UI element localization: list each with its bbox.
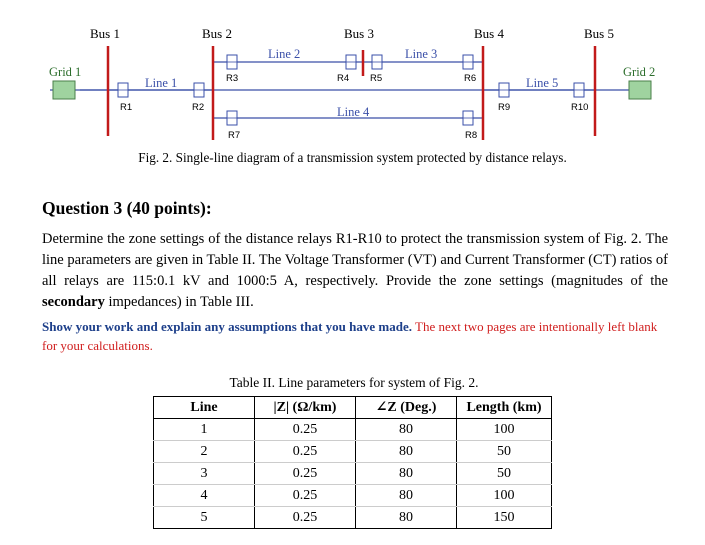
cell-length: 100 <box>457 485 552 507</box>
relay-r8-label: R8 <box>465 130 478 141</box>
line-5-label: Line 5 <box>526 76 559 90</box>
relay-r5-label: R5 <box>370 73 383 84</box>
question-body-part-1: Determine the zone settings of the distance relays R1-R10 to protect the transmission system of Fig. 2. The line parameters are given in Table II. The Voltage Transformer (VT) and Current Transformer (CT) ratios of all relays are 115:0.1 kV and 1000:5 A, respectively. Provide the zone settings (magnitudes of the <box>42 231 668 289</box>
relay-r7-label: R7 <box>228 130 241 141</box>
cell-impedance: 0.25 <box>255 485 356 507</box>
table-row <box>154 463 552 485</box>
relay-r1-label: R1 <box>120 102 133 113</box>
figure-caption: Fig. 2. Single-line diagram of a transmission system protected by distance relays. <box>138 150 567 165</box>
bus-5-label: Bus 5 <box>584 26 614 41</box>
cell-length: 50 <box>457 463 552 485</box>
cell-line: 2 <box>154 441 255 463</box>
cell-length: 100 <box>457 419 552 441</box>
table-caption: Table II. Line parameters for system of Fig. 2. <box>229 375 479 390</box>
cell-impedance: 0.25 <box>255 419 356 441</box>
single-line-diagram <box>0 0 705 150</box>
cell-line: 1 <box>154 419 255 441</box>
question-title: Question 3 (40 points): <box>42 198 212 218</box>
grid-1-icon <box>53 81 75 99</box>
cell-angle: 80 <box>356 485 457 507</box>
bus-4-label: Bus 4 <box>474 26 504 41</box>
note-red: The next two pages are intentionally left blank for your calculations. <box>42 319 658 353</box>
header-angle: ∠Z (Deg.) <box>356 397 457 419</box>
cell-angle: 80 <box>356 507 457 529</box>
grid-1-label: Grid 1 <box>49 65 82 79</box>
question-body <box>42 229 668 313</box>
cell-impedance: 0.25 <box>255 463 356 485</box>
relay-r9-label: R9 <box>498 102 511 113</box>
note-bold: Show your work and explain any assumptions that you have made. <box>42 319 412 334</box>
question-body-bold: secondary <box>42 294 105 310</box>
cell-impedance: 0.25 <box>255 441 356 463</box>
grid-2-icon <box>629 81 651 99</box>
cell-angle: 80 <box>356 463 457 485</box>
cell-angle: 80 <box>356 419 457 441</box>
bus-3-label: Bus 3 <box>344 26 374 41</box>
line-3-label: Line 3 <box>405 47 438 61</box>
table-header-row <box>154 397 552 419</box>
relay-r2-label: R2 <box>192 102 205 113</box>
line-parameters-table <box>153 396 552 529</box>
cell-line: 4 <box>154 485 255 507</box>
header-impedance: |Z| (Ω/km) <box>255 397 356 419</box>
question-note <box>42 317 672 355</box>
table-row <box>154 419 552 441</box>
cell-impedance: 0.25 <box>255 507 356 529</box>
cell-line: 3 <box>154 463 255 485</box>
cell-length: 50 <box>457 441 552 463</box>
relay-r10-label: R10 <box>571 102 589 113</box>
line-4-label: Line 4 <box>337 105 370 119</box>
relay-r6-label: R6 <box>464 73 477 84</box>
relay-r4-label: R4 <box>337 73 350 84</box>
grid-2-label: Grid 2 <box>623 65 656 79</box>
cell-angle: 80 <box>356 441 457 463</box>
cell-length: 150 <box>457 507 552 529</box>
header-line: Line <box>154 397 255 419</box>
table-row <box>154 507 552 529</box>
relay-r3-label: R3 <box>226 73 239 84</box>
table-row <box>154 441 552 463</box>
line-2-label: Line 2 <box>268 47 301 61</box>
table-row <box>154 485 552 507</box>
question-body-part-2: impedances) in Table III. <box>104 294 254 310</box>
cell-line: 5 <box>154 507 255 529</box>
line-1-label: Line 1 <box>145 76 178 90</box>
bus-2-label: Bus 2 <box>202 26 232 41</box>
header-length: Length (km) <box>457 397 552 419</box>
bus-1-label: Bus 1 <box>90 26 120 41</box>
